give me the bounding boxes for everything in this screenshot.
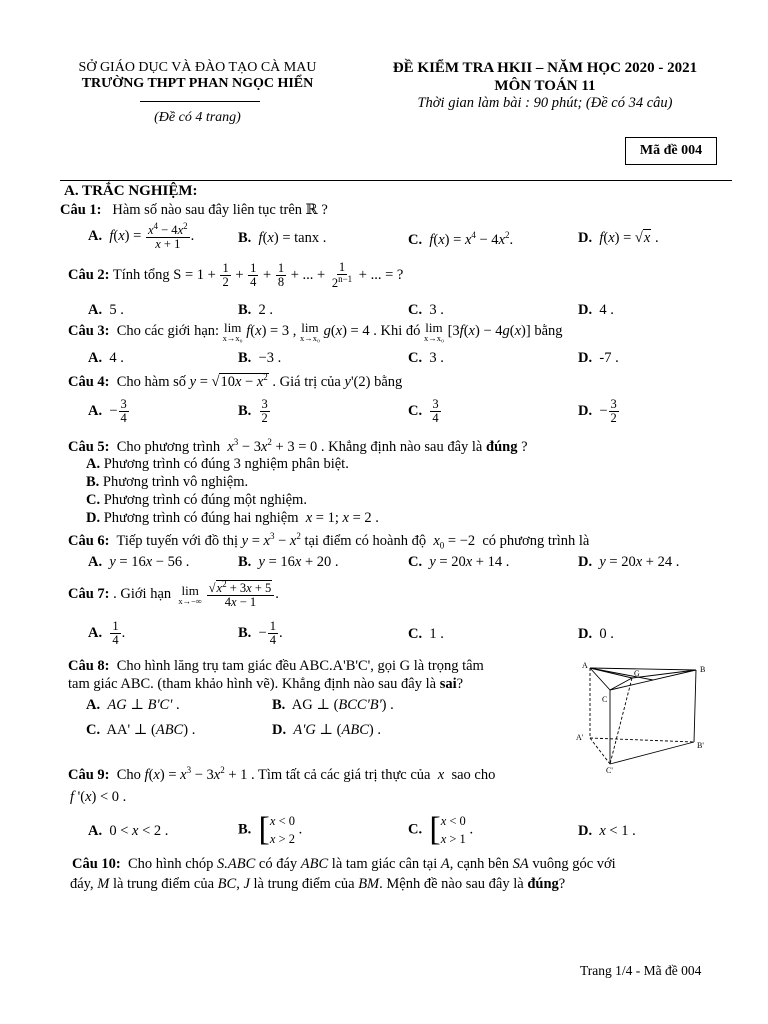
q3-value-c: 3: [429, 350, 437, 366]
fig-label-b-prime: B': [697, 741, 704, 750]
q6-text-3: có phương trình là: [482, 532, 590, 549]
q3-letter-d: D.: [578, 350, 593, 366]
q4-letter-c: C.: [408, 402, 423, 419]
q6-option-b[interactable]: B. y = 16x + 20 .: [238, 554, 339, 570]
q8-text-1: Cho hình lăng trụ tam giác đều ABC.A'B'C', gọi G là trọng tâm: [116, 658, 484, 674]
q3-letter-c: C.: [408, 350, 423, 366]
q6-letter-a: A.: [88, 554, 103, 570]
question-4: Câu 4: Cho hàm số $y = √10x - x^2$ . Giá trị của y'(2) bằng: [68, 372, 403, 390]
q9-text-1: Cho: [116, 766, 141, 783]
q2-option-a[interactable]: A. 5 .: [88, 302, 124, 318]
exam-code-box: Mã đề 004: [625, 137, 717, 165]
q3-value-b: −3: [258, 350, 274, 366]
q5-text-2: . Khẳng định nào sau đây là: [320, 438, 483, 455]
q9-text-3: sao cho: [451, 766, 496, 783]
q7-letter-d: D.: [578, 626, 593, 642]
q1-option-d[interactable]: D. f(x) = √x .: [578, 230, 659, 246]
q3-letter-b: B.: [238, 350, 252, 366]
q9-letter-b: B.: [238, 821, 252, 838]
fig-label-c: C: [602, 695, 608, 704]
q2-value-b: 2: [258, 302, 266, 318]
question-3: Câu 3: Cho các giới hạn: lim x→x₀ f(x) = 3 , lim x→x₀ g(x) = 4 . Khi đó lim x→x₀ [3f(x) − 4g(x)] bằng: [68, 320, 563, 343]
q2-value-c: 3: [429, 302, 437, 318]
q5-option-c[interactable]: [86, 492, 307, 509]
q10-text-4: , cạnh bên: [449, 856, 509, 872]
q9-option-c[interactable]: C. [ x < 0 x > 1 .: [408, 811, 474, 849]
fig-label-g: G: [634, 669, 640, 678]
q9-letter-d: D.: [578, 823, 593, 839]
q1-option-a[interactable]: A. f(x) = $\frac{x^4 - 4x^2}{x + 1}$ .: [88, 221, 195, 252]
q1-letter-a: A.: [88, 228, 103, 245]
q8-option-c[interactable]: C. AA' ⊥ (ABC) .: [86, 722, 196, 738]
q10-text-6: đáy,: [70, 876, 94, 892]
q9-option-d[interactable]: D. x < 1 .: [578, 823, 636, 839]
question-9-condition: f '(x) < 0 .: [70, 789, 127, 805]
fig-label-a: A: [582, 661, 588, 670]
q3-option-b[interactable]: B. −3 .: [238, 350, 282, 366]
q3-label: Câu 3:: [68, 323, 110, 340]
q4-letter-d: D.: [578, 402, 593, 419]
time-info: Thời gian làm bài : 90 phút; (Đề có 34 câu): [417, 95, 673, 111]
q4-letter-b: B.: [238, 402, 252, 419]
q6-label: Câu 6:: [68, 532, 110, 549]
q6-option-d[interactable]: D. y = 20x + 24 .: [578, 554, 680, 570]
q8-letter-c: C.: [86, 722, 101, 738]
question-7: Câu 7: . Giới hạn lim x→−∞ $\frac{√x^2 + 3x + 5}{4x - 1}$ .: [68, 579, 279, 610]
q7-label: Câu 7:: [68, 586, 110, 603]
q9-option-a[interactable]: A. 0 < x < 2 .: [88, 823, 169, 839]
q7-value-c: 1: [429, 626, 437, 642]
q10-text-1: Cho hình chóp: [128, 856, 214, 872]
q8-letter-a: A.: [86, 697, 101, 713]
q6-text-2: tại điểm có hoành độ: [304, 532, 427, 549]
q6-letter-b: B.: [238, 554, 252, 570]
prism-figure: [570, 660, 720, 775]
q5-letter-d: D.: [86, 510, 101, 526]
q9-text-2: . Tìm tất cả các giá trị thực của: [251, 766, 431, 783]
q2-option-b[interactable]: B. 2 .: [238, 302, 274, 318]
q7-value-d: 0: [599, 626, 607, 642]
q4-option-d[interactable]: D. − $\frac{3}{2}$: [578, 397, 617, 426]
q1-option-b[interactable]: B. f(x) = tanx .: [238, 230, 327, 246]
q2-value-d: 4: [599, 302, 607, 318]
question-8-line-1: [68, 658, 484, 675]
question-1: [60, 202, 328, 219]
question-2: Câu 2: Tính tổng S = 1 + $\frac{1}{2}$ + $\frac{1}{4}$ + $\frac{1}{8}$ + ... + $\frac{1}{2^{n-1}}$ + ... = ?: [68, 260, 404, 291]
question-9: Câu 9: Cho $f(x) = x^3 - 3x^2 + 1$ . Tìm tất cả các giá trị thực của x sao cho: [68, 765, 496, 783]
q3-text-2: Khi đó: [380, 323, 421, 340]
q8-label: Câu 8:: [68, 658, 110, 674]
q5-letter-a: A.: [86, 456, 101, 472]
fig-label-b: B: [700, 665, 706, 674]
q1-label: Câu 1:: [60, 202, 102, 218]
q5-option-a[interactable]: [86, 456, 349, 473]
q5-option-b[interactable]: [86, 474, 248, 491]
department-name: SỞ GIÁO DỤC VÀ ĐÀO TẠO CÀ MAU: [78, 60, 317, 75]
q8-letter-b: B.: [272, 697, 286, 713]
q1-option-c[interactable]: C. $f(x) = x^4 - 4x^2$.: [408, 230, 514, 248]
q4-option-b[interactable]: B. $\frac{3}{2}$: [238, 397, 268, 426]
q2-option-d[interactable]: D. 4 .: [578, 302, 614, 318]
q4-label: Câu 4:: [68, 373, 110, 390]
fig-label-c-prime: C': [606, 766, 613, 775]
q7-letter-a: A.: [88, 624, 103, 641]
q9-letter-a: A.: [88, 823, 103, 839]
q10-bold: đúng: [527, 876, 559, 892]
q3-value-d: -7: [599, 350, 612, 366]
q7-option-d[interactable]: D. 0 .: [578, 626, 614, 642]
q4-letter-a: A.: [88, 402, 103, 419]
q8-option-b[interactable]: B. AG ⊥ (BCC'B') .: [272, 697, 394, 713]
q4-text-2: . Giá trị của: [272, 373, 341, 390]
q6-letter-d: D.: [578, 554, 593, 570]
q1-letter-d: D.: [578, 230, 593, 246]
q7-option-b[interactable]: B. − $\frac{1}{4}$ .: [238, 619, 283, 648]
q4-text-3: bằng: [374, 373, 403, 390]
q9-option-b[interactable]: B. [ x < 0 x > 2 .: [238, 811, 303, 849]
question-8-line-2: tam giác ABC. (tham khảo hình vẽ). Khẳng định nào sau đây là sai?: [68, 676, 464, 692]
q3-value-a: 4: [109, 350, 117, 366]
q5-text-a: Phương trình có đúng 3 nghiệm phân biệt.: [103, 456, 349, 472]
section-a-title: A. TRẮC NGHIỆM:: [64, 183, 198, 199]
school-name: TRƯỜNG THPT PHAN NGỌC HIỂN: [81, 76, 314, 91]
page-footer: Trang 1/4 - Mã đề 004: [580, 963, 702, 978]
q5-option-d[interactable]: D. Phương trình có đúng hai nghiệm x = 1; x = 2 .: [86, 510, 379, 526]
q6-letter-c: C.: [408, 554, 423, 570]
q10-text-2: có đáy: [258, 856, 298, 872]
q3-option-d[interactable]: D. -7 .: [578, 350, 619, 366]
q8-option-a[interactable]: A. AG ⊥ B'C' .: [86, 697, 180, 713]
q4-option-c[interactable]: C. $\frac{3}{4}$: [408, 397, 439, 426]
q1-letter-b: B.: [238, 230, 252, 246]
q2-text: Tính tổng: [112, 267, 170, 284]
q4-option-a[interactable]: A. − $\frac{3}{4}$: [88, 397, 127, 426]
q9-letter-c: C.: [408, 821, 423, 838]
question-10-line-1: Câu 10: Cho hình chóp S.ABC có đáy ABC là tam giác cân tại A, cạnh bên SA vuông góc với: [72, 856, 616, 872]
q6-option-c[interactable]: C. y = 20x + 14 .: [408, 554, 510, 570]
subject-title: MÔN TOÁN 11: [494, 78, 596, 94]
question-5: Câu 5: Cho phương trình $x^3 - 3x^2 + 3 = 0$ . Khẳng định nào sau đây là đúng ?: [68, 437, 528, 455]
q8-text-2: tam giác ABC. (tham khảo hình vẽ). Khẳng định nào sau đây là: [68, 676, 437, 692]
q5-text-d: Phương trình có đúng hai nghiệm: [103, 510, 299, 526]
q5-letter-b: B.: [86, 474, 100, 490]
q7-option-a[interactable]: A. $\frac{1}{4}$ .: [88, 619, 126, 648]
q2-letter-b: B.: [238, 302, 252, 318]
q6-option-a[interactable]: A. y = 16x − 56 .: [88, 554, 190, 570]
q2-letter-a: A.: [88, 302, 103, 318]
header-divider: [140, 101, 260, 102]
q3-option-c[interactable]: C. 3 .: [408, 350, 444, 366]
q7-letter-c: C.: [408, 626, 423, 642]
q8-bold: sai: [439, 676, 457, 692]
exam-title: ĐỀ KIỂM TRA HKII – NĂM HỌC 2020 - 2021: [392, 60, 698, 76]
q10-text-8: là trung điểm của: [253, 876, 355, 892]
q2-letter-c: C.: [408, 302, 423, 318]
q2-letter-d: D.: [578, 302, 593, 318]
section-rule: [60, 180, 732, 181]
q6-text-1: Tiếp tuyến với đồ thị: [116, 532, 239, 549]
q2-option-c[interactable]: C. 3 .: [408, 302, 444, 318]
q3-text-3: bằng: [534, 323, 563, 340]
question-6: Câu 6: Tiếp tuyến với đồ thị $y = x^3 - x^2$ tại điểm có hoành độ $x_0 = -2$ có phương trình là: [68, 531, 590, 551]
fig-label-a-prime: A': [576, 733, 584, 742]
q10-label: Câu 10:: [72, 856, 121, 872]
q1-letter-c: C.: [408, 231, 423, 248]
q9-label: Câu 9:: [68, 766, 110, 783]
q5-text-c: Phương trình có đúng một nghiệm.: [103, 492, 307, 508]
q3-option-a[interactable]: A. 4 .: [88, 350, 124, 366]
q10-text-7: là trung điểm của: [112, 876, 215, 892]
q5-bold: đúng: [486, 438, 518, 455]
q10-text-3: là tam giác cân tại: [331, 856, 438, 872]
q3-letter-a: A.: [88, 350, 103, 366]
question-10-line-2: đáy, M là trung điểm của BC, J là trung điểm của BM. Mệnh đề nào sau đây là đúng?: [70, 876, 566, 892]
q1-text: Hàm số nào sau đây liên tục trên ℝ ?: [112, 202, 328, 218]
q2-value-a: 5: [109, 302, 117, 318]
q5-text-1: Cho phương trình: [116, 438, 221, 455]
q8-option-d[interactable]: D. A'G ⊥ (ABC) .: [272, 722, 381, 738]
q3-text-1: Cho các giới hạn:: [116, 323, 220, 340]
q10-text-5: vuông góc với: [532, 856, 616, 872]
q7-text: . Giới hạn: [113, 586, 172, 603]
q7-letter-b: B.: [238, 624, 252, 641]
q5-letter-c: C.: [86, 492, 101, 508]
page-count-note: (Đề có 4 trang): [154, 110, 241, 125]
q7-option-c[interactable]: C. 1 .: [408, 626, 444, 642]
q4-text-1: Cho hàm số: [116, 373, 187, 390]
q8-letter-d: D.: [272, 722, 287, 738]
q2-label: Câu 2:: [68, 267, 110, 284]
q5-label: Câu 5:: [68, 438, 110, 455]
q10-text-9: . Mệnh đề nào sau đây là: [379, 876, 524, 892]
q5-text-b: Phương trình vô nghiệm.: [102, 474, 249, 490]
